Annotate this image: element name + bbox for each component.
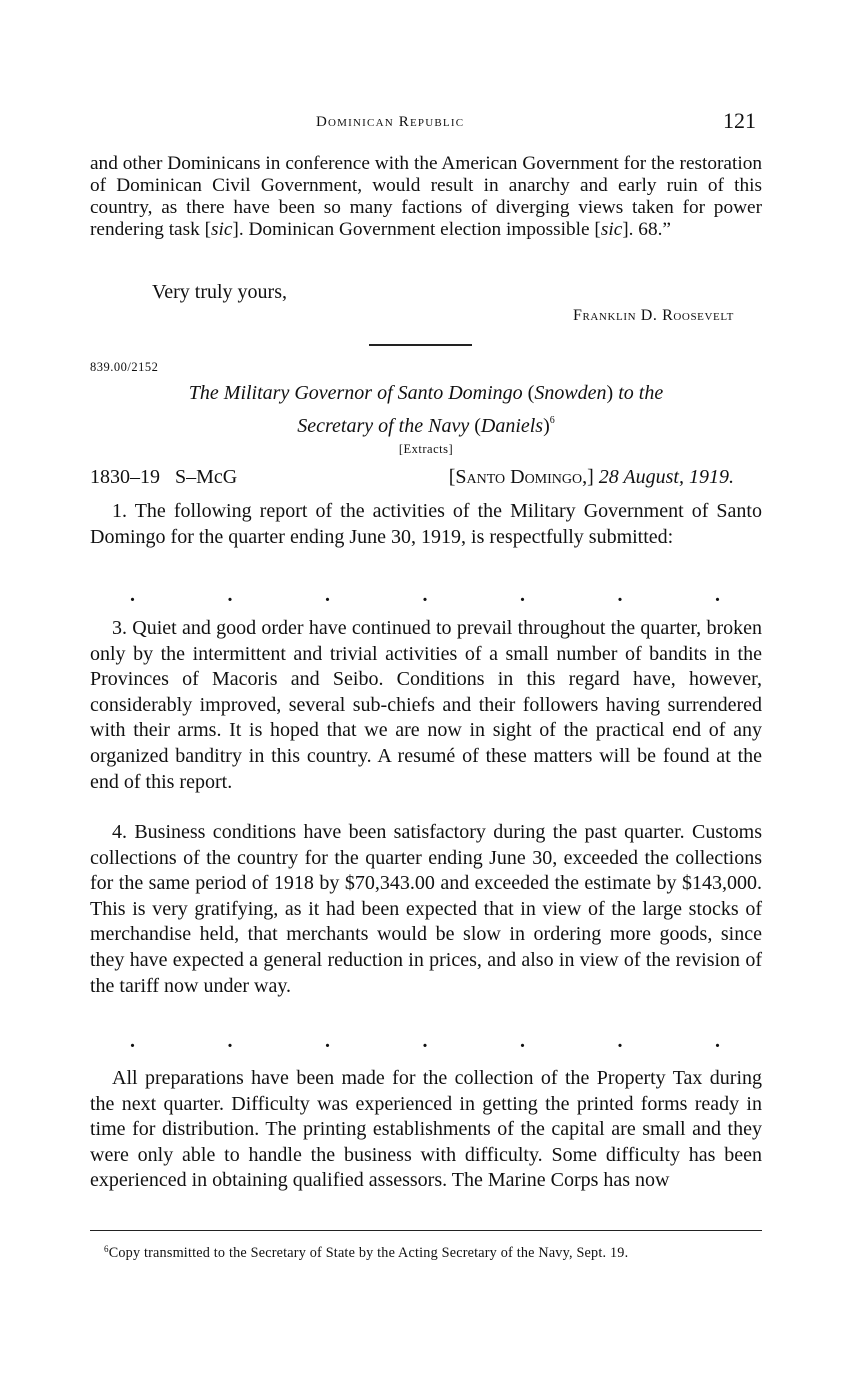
paragraph-4: 4. Business conditions have been satisfactory during the past quarter. Customs collections of the country for the quarter ending June 30, exceeded the collections for the same period of 1918 by $70,343.00 and exceeded the estimate by $143,000. This is very gratifying, as it had been expected that in view of the large stocks of merchandise held, that merchants would be slow in ordering more goods, since they have expected a general reduction in prices, and also in view of the revision of the tariff now under way. <box>90 821 762 997</box>
document-heading <box>90 380 762 440</box>
running-title: Dominican Republic <box>316 114 465 130</box>
ellipsis-dot: . <box>520 1030 525 1052</box>
heading-name-1: Snowden <box>534 382 607 404</box>
ellipsis-dot: . <box>227 584 233 606</box>
ellipsis-dot: . <box>715 584 720 606</box>
continuation-paragraph <box>90 153 762 241</box>
dateline <box>90 466 762 494</box>
heading-part-2: Secretary of the Navy <box>297 415 470 437</box>
continuation-text-a: and other Dominicans in conference with the American Government for the restoration of Dominican Civil Government, would result in anarchy and early ruin of this country, as there have been so many factions of diverging views taken for power rendering task [ <box>90 153 762 240</box>
letter-signature: Franklin D. Roosevelt <box>572 307 734 324</box>
dateline-date: 28 August, 1919. <box>598 466 734 488</box>
dateline-place-date <box>449 466 734 489</box>
ellipsis-dot: . <box>422 584 428 606</box>
ellipsis-dot: . <box>130 584 135 606</box>
heading-to: to the <box>618 382 664 404</box>
heading-part-1: The Military Governor of Santo Domingo <box>188 382 523 404</box>
paragraph-5: All preparations have been made for the collection of the Property Tax during the next quarter. Difficulty was experienced in getting the printed forms ready in time for distribution. The printing establishments of the capital are small and they were only able to handle the business with difficulty. Some difficulty has been experienced in obtaining qualified assessors. The Marine Corps has now <box>90 1067 762 1192</box>
ellipsis-dot: . <box>715 1030 720 1052</box>
heading-paren: ( <box>474 415 481 437</box>
ellipsis-dot: . <box>325 1030 330 1052</box>
ellipsis-row <box>130 1030 720 1053</box>
ellipsis-dot: . <box>617 584 623 606</box>
dateline-place: Santo Domingo <box>455 466 583 488</box>
heading-name-2: Daniels <box>480 415 544 437</box>
ellipsis-dot: . <box>617 1030 623 1052</box>
document-page <box>90 0 762 1380</box>
ellipsis-row <box>130 584 720 607</box>
paragraph-1: 1. The following report of the activities of the Military Government of Santo Domingo for the quarter ending June 30, 1919, is respectfully submitted: <box>90 500 762 548</box>
paragraph-3: 3. Quiet and good order have continued to prevail throughout the quarter, broken only by the intermittent and trivial activities of a small number of bandits in the Provinces of Macoris and Seibo. Conditions in this regard have, however, considerably improved, several sub-chiefs and their followers having surrendered with their arms. It is hoped that we are now in sight of the practical end of any organized banditry in this country. A resumé of these matters will be found at the end of this report. <box>90 617 762 793</box>
ellipsis-dot: . <box>325 584 330 606</box>
ellipsis-dot: . <box>520 584 525 606</box>
page-number: 121 <box>723 108 756 133</box>
sic-marker: sic <box>600 219 623 240</box>
place-bracket-open: [ <box>448 466 456 488</box>
heading-paren: ) <box>543 415 550 437</box>
extracts-label: [Extracts] <box>398 442 454 456</box>
heading-paren: ( <box>527 382 535 404</box>
heading-paren: ) <box>606 382 614 404</box>
running-header <box>90 108 762 138</box>
footnote <box>90 1240 762 1263</box>
continuation-text-c: ]. 68.” <box>622 219 671 240</box>
footnote-rule <box>90 1230 762 1231</box>
dateline-file-ref: 1830–19 S–McG <box>90 466 238 488</box>
footnote-text: Copy transmitted to the Secretary of State by the Acting Secretary of the Navy, Sept. 19. <box>108 1245 629 1261</box>
ellipsis-dot: . <box>227 1030 233 1052</box>
footnote-reference: 6 <box>549 415 555 426</box>
continuation-text-b: ]. Dominican Government election impossible [ <box>232 219 601 240</box>
ellipsis-dot: . <box>422 1030 428 1052</box>
letter-closing: Very truly yours, <box>152 281 287 303</box>
footnote-marker: 6 <box>104 1244 109 1254</box>
sic-marker: sic <box>211 219 233 240</box>
section-divider <box>369 344 472 346</box>
file-number: 839.00/2152 <box>90 360 159 374</box>
place-bracket-close: ,] <box>582 466 594 488</box>
ellipsis-dot: . <box>130 1030 135 1052</box>
